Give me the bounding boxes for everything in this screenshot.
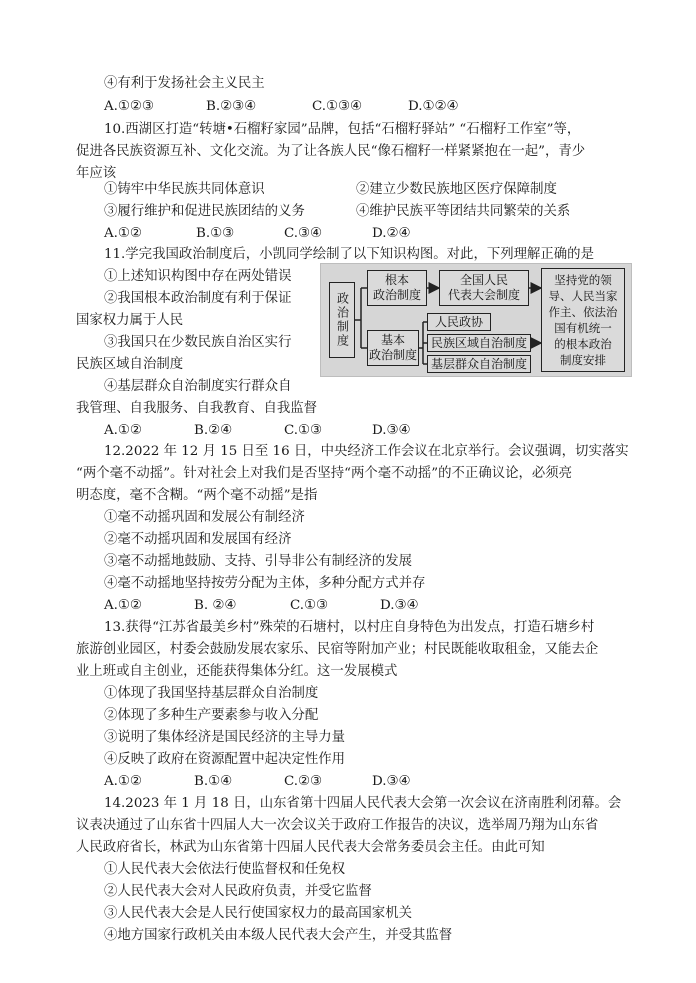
diagram-basic-system: 基本 政治制度: [367, 330, 419, 366]
q14-option-1: ①人民代表大会依法行使监督权和任免权: [104, 862, 346, 877]
q13-stem-line-3: 业上班或自主创业，还能获得集体分红。这一发展模式: [76, 664, 398, 679]
q9-option-4: ④有利于发扬社会主义民主: [104, 76, 265, 91]
q12-choice-c: C.①③: [290, 598, 329, 613]
diagram-conclusion: 坚持党的领 导、人民当家 作主、依法治 国有机统一 的根本政治 制度安排: [541, 268, 625, 372]
q10-choice-d: D.②④: [372, 226, 411, 241]
q12-stem-line-1: 12.2022 年 12 月 15 日至 16 日，中央经济工作会议在北京举行。会议强调，切实落实: [104, 444, 629, 459]
q10-stem-line-2: 促进各民族资源互补、文化交流。为了让各族人民“像石榴籽一样紧紧抱在一起”，青少: [76, 144, 586, 159]
q12-choice-d: D.③④: [380, 598, 419, 613]
q11-choice-b: B.②④: [194, 423, 233, 438]
q13-stem-line-1: 13.获得“江苏省最美乡村”殊荣的石塘村，以村庄自身特色为出发点，打造石塘乡村: [104, 620, 595, 635]
q10-choice-b: B.①③: [196, 226, 235, 241]
diagram-cppcc: 人民政协: [427, 313, 491, 331]
q12-option-1: ①毫不动摇巩固和发展公有制经济: [104, 510, 305, 525]
q13-option-1: ①体现了我国坚持基层群众自治制度: [104, 686, 319, 701]
q13-option-3: ③说明了集体经济是国民经济的主导力量: [104, 730, 346, 745]
diagram-npc-system: 全国人民 代表大会制度: [439, 270, 529, 306]
q11-stem-line-1: 11.学完我国政治制度后，小凯同学绘制了以下知识构图。对此，下列理解正确的是: [104, 247, 594, 262]
diagram-grassroots-autonomy: 基层群众自治制度: [427, 355, 531, 373]
q11-option-1: ①上述知识构图中存在两处错误: [104, 269, 292, 284]
q12-stem-line-3: 明态度，毫不含糊。“两个毫不动摇”是指: [76, 488, 318, 503]
q10-option-4: ④维护民族平等团结共同繁荣的关系: [356, 204, 571, 219]
q11-option-2a: ②我国根本政治制度有利于保证: [104, 291, 292, 306]
q14-option-2: ②人民代表大会对人民政府负责，并受它监督: [104, 884, 372, 899]
q13-choice-d: D.③④: [372, 774, 411, 789]
q14-stem-line-1: 14.2023 年 1 月 18 日，山东省第十四届人民代表大会第一次会议在济南胜利闭幕。会: [104, 796, 622, 811]
q12-choice-a: A.①②: [104, 598, 142, 613]
diagram-fundamental-system: 根本 政治制度: [367, 270, 427, 306]
q9-choice-b: B.②③④: [206, 99, 257, 114]
diagram-regional-autonomy: 民族区域自治制度: [427, 334, 531, 352]
q13-choice-a: A.①②: [104, 774, 142, 789]
knowledge-diagram: [320, 263, 632, 377]
diagram-root-political-system: 政治制度: [329, 282, 355, 358]
q14-stem-line-2: 议表决通过了山东省十四届人大一次会议关于政府工作报告的决议，选举周乃翔为山东省: [76, 818, 599, 833]
q12-choice-b: B. ②④: [194, 598, 237, 613]
q11-choice-d: D.③④: [372, 423, 411, 438]
q11-choice-a: A.①②: [104, 423, 142, 438]
q12-stem-line-2: “两个毫不动摇”。针对社会上对我们是否坚持“两个毫不动摇”的不正确议论，必须亮: [76, 466, 573, 481]
q14-stem-line-3: 人民政府省长，林武为山东省第十四届人民代表大会常务委员会主任。由此可知: [76, 840, 545, 855]
q11-choice-c: C.①③: [284, 423, 323, 438]
q13-option-4: ④反映了政府在资源配置中起决定性作用: [104, 752, 346, 767]
q11-option-4b: 我管理、自我服务、自我教育、自我监督: [76, 401, 318, 416]
q12-option-4: ④毫不动摇地坚持按劳分配为主体，多种分配方式并存: [104, 576, 426, 591]
q13-choice-c: C.②③: [284, 774, 323, 789]
q11-option-4a: ④基层群众自治制度实行群众自: [104, 379, 292, 394]
q9-choice-a: A.①②③: [104, 99, 154, 114]
q10-option-3: ③履行维护和促进民族团结的义务: [104, 204, 305, 219]
q10-stem-line-3: 年应该: [76, 166, 117, 181]
q12-option-2: ②毫不动摇巩固和发展国有经济: [104, 532, 292, 547]
q12-option-3: ③毫不动摇地鼓励、支持、引导非公有制经济的发展: [104, 554, 412, 569]
q10-choice-c: C.③④: [284, 226, 323, 241]
q13-choice-b: B.①④: [194, 774, 233, 789]
q9-choice-d: D.①②④: [408, 99, 459, 114]
q13-stem-line-2: 旅游创业园区，村委会鼓励发展农家乐、民宿等附加产业；村民既能收取租金，又能去企: [76, 642, 599, 657]
q10-choice-a: A.①②: [104, 226, 142, 241]
q11-option-2b: 国家权力属于人民: [76, 313, 184, 328]
q14-option-3: ③人民代表大会是人民行使国家权力的最高国家机关: [104, 906, 412, 921]
q10-option-1: ①铸牢中华民族共同体意识: [104, 182, 265, 197]
q11-option-3a: ③我国只在少数民族自治区实行: [104, 335, 292, 350]
q11-option-3b: 民族区域自治制度: [76, 357, 184, 372]
q10-stem-line-1: 10.西湖区打造“转塘•石榴籽家园”品牌，包括“石榴籽驿站” “石榴籽工作室”等，: [104, 122, 581, 137]
q9-choice-c: C.①③④: [312, 99, 363, 114]
q13-option-2: ②体现了多种生产要素参与收入分配: [104, 708, 319, 723]
q14-option-4: ④地方国家行政机关由本级人民代表大会产生，并受其监督: [104, 928, 453, 943]
q10-option-2: ②建立少数民族地区医疗保障制度: [356, 182, 557, 197]
